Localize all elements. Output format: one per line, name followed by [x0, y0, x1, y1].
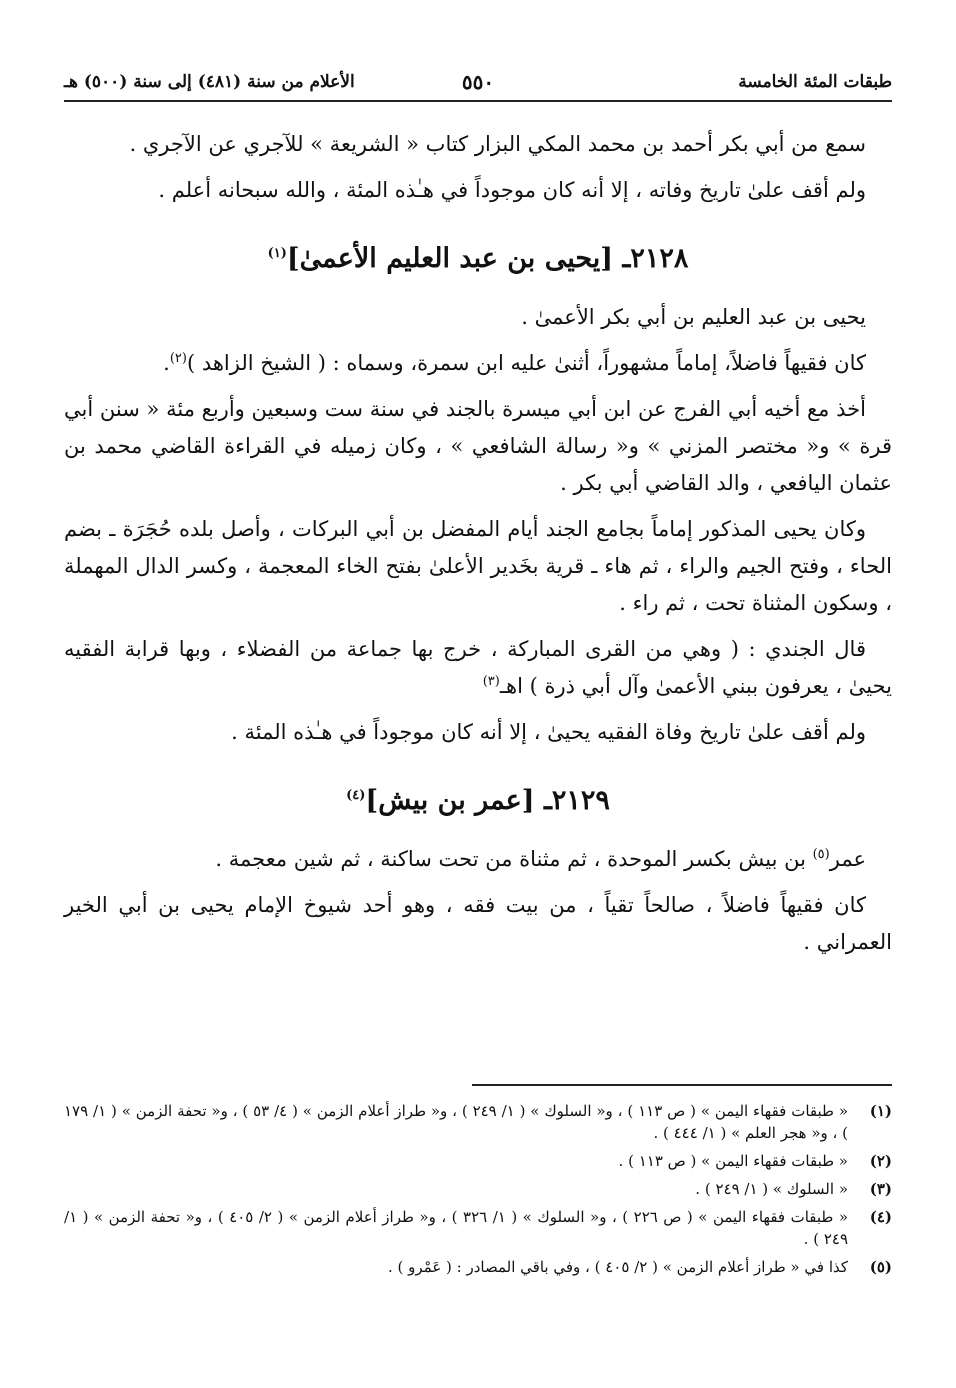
- footnotes: [64, 1084, 892, 1284]
- entry-2128-paragraph-2: [64, 345, 892, 382]
- footnote-text: « طبقات فقهاء اليمن » ( ص ١١٣ ) ، و« السلوك » ( ١/ ٢٤٩ ) ، و« طراز أعلام الزمن » ( ٤/ ٥٣ ) ، و« تحفة الزمن » ( ١/ ١٧٩ ) ، و« هجر العلم » ( ١/ ٤٤٤ ) .: [64, 1102, 848, 1142]
- footnote-text: « طبقات فقهاء اليمن » ( ص ٢٢٦ ) ، و« السلوك » ( ١/ ٣٢٦ ) ، و« طراز أعلام الزمن » ( ٢/ ٤٠٥ ) ، و« تحفة الزمن » ( ١/ ٢٤٩ ) .: [64, 1208, 849, 1248]
- footnote-2: [64, 1150, 892, 1172]
- footnote-ref-5[interactable]: (٥): [812, 847, 830, 862]
- footnote-4: [64, 1206, 892, 1250]
- footnote-text: « طبقات فقهاء اليمن » ( ص ١١٣ ) .: [618, 1152, 848, 1170]
- footnote-ref-2[interactable]: (٢): [169, 351, 187, 366]
- page-number: ٥٥٠: [461, 70, 495, 94]
- main-text: [64, 126, 892, 970]
- footnote-number: (٢): [869, 1152, 892, 1170]
- footnote-ref-4[interactable]: (٤): [346, 788, 366, 803]
- footnote-1: [64, 1100, 892, 1144]
- entry-2128-paragraph-5: [64, 631, 892, 705]
- entry-title-text: ٢١٢٩ـ [عمر بن بيش]: [365, 785, 610, 816]
- paragraph-text: بن بيش بكسر الموحدة ، ثم مثناة من تحت ساكنة ، ثم شين معجمة .: [215, 847, 813, 871]
- entry-title-2129: [64, 781, 892, 821]
- entry-2128-paragraph-4: وكان يحيى المذكور إماماً بجامع الجند أيام المفضل بن أبي البركات ، وأصل بلده حُجَرَة ـ بضم الحاء ، وفتح الجيم والراء ، ثم هاء ـ قرية بخَدير الأعلىٰ بفتح الخاء المعجمة ، وكسر الدال المهملة ، وسكون المثناة تحت ، ثم راء .: [64, 517, 892, 615]
- paragraph-start: عمر: [829, 847, 866, 871]
- footnote-text: كذا في « طراز أعلام الزمن » ( ٢/ ٤٠٥ ) ، وفي باقي المصادر : ( عَمْرو ) .: [387, 1258, 848, 1276]
- footnote-number: (٣): [869, 1180, 892, 1198]
- entry-2129-paragraph-2: كان فقيهاً فاضلاً ، صالحاً تقياً ، من بيت فقه ، وهو أحد شيوخ الإمام يحيى بن أبي الخير العمراني .: [64, 893, 892, 954]
- entry-2128-paragraph-3: أخذ مع أخيه أبي الفرج عن ابن أبي ميسرة بالجند في سنة ست وسبعين وأربع مئة « سنن أبي قرة » و« مختصر المزني » و« رسالة الشافعي » ، وكان زميله في القراءة القاضي محمد بن عثمان اليافعي ، والد القاضي أبي بكر .: [64, 397, 892, 495]
- paragraph-end: .: [163, 351, 170, 375]
- entry-2128-paragraph-1: يحيى بن عبد العليم بن أبي بكر الأعمىٰ .: [521, 305, 866, 329]
- header-section-title: طبقات المئة الخامسة: [738, 72, 892, 92]
- running-header: [64, 70, 892, 102]
- entry-title-2128: [64, 239, 892, 279]
- footnote-number: (١): [869, 1102, 892, 1120]
- paragraph-text: قال الجندي : ( وهي من القرى المباركة ، خرج بها جماعة من الفضلاء ، وبها قرابة الفقيه يحيىٰ ، يعرفون ببني الأعمىٰ وآل أبي ذرة ) اهـ: [64, 637, 892, 698]
- footnote-number: (٤): [869, 1208, 892, 1226]
- intro-paragraph-2: ولم أقف علىٰ تاريخ وفاته ، إلا أنه كان موجوداً في هـٰذه المئة ، والله سبحانه أعلم .: [158, 178, 866, 202]
- header-date-range: الأعلام من سنة (٤٨١) إلى سنة (٥٠٠) هـ: [64, 72, 355, 92]
- footnote-ref-3[interactable]: (٣): [482, 674, 500, 689]
- footnote-text: « السلوك » ( ١/ ٢٤٩ ) .: [695, 1180, 848, 1198]
- footnote-divider: [472, 1084, 892, 1086]
- entry-2129-paragraph-1: [64, 841, 892, 878]
- entry-2128-paragraph-6: ولم أقف علىٰ تاريخ وفاة الفقيه يحيىٰ ، إلا أنه كان موجوداً في هـٰذه المئة .: [231, 720, 866, 744]
- footnote-5: [64, 1256, 892, 1278]
- footnote-ref-1[interactable]: (١): [267, 246, 287, 261]
- paragraph-text: كان فقيهاً فاضلاً، إماماً مشهوراً، أثنىٰ عليه ابن سمرة، وسماه : ( الشيخ الزاهد ): [186, 351, 866, 375]
- footnote-3: [64, 1178, 892, 1200]
- entry-title-text: ٢١٢٨ـ [يحيى بن عبد العليم الأعمىٰ]: [286, 243, 689, 274]
- footnote-number: (٥): [869, 1258, 892, 1276]
- intro-paragraph-1: سمع من أبي بكر أحمد بن محمد المكي البزار كتاب « الشريعة » للآجري عن الآجري .: [129, 132, 866, 156]
